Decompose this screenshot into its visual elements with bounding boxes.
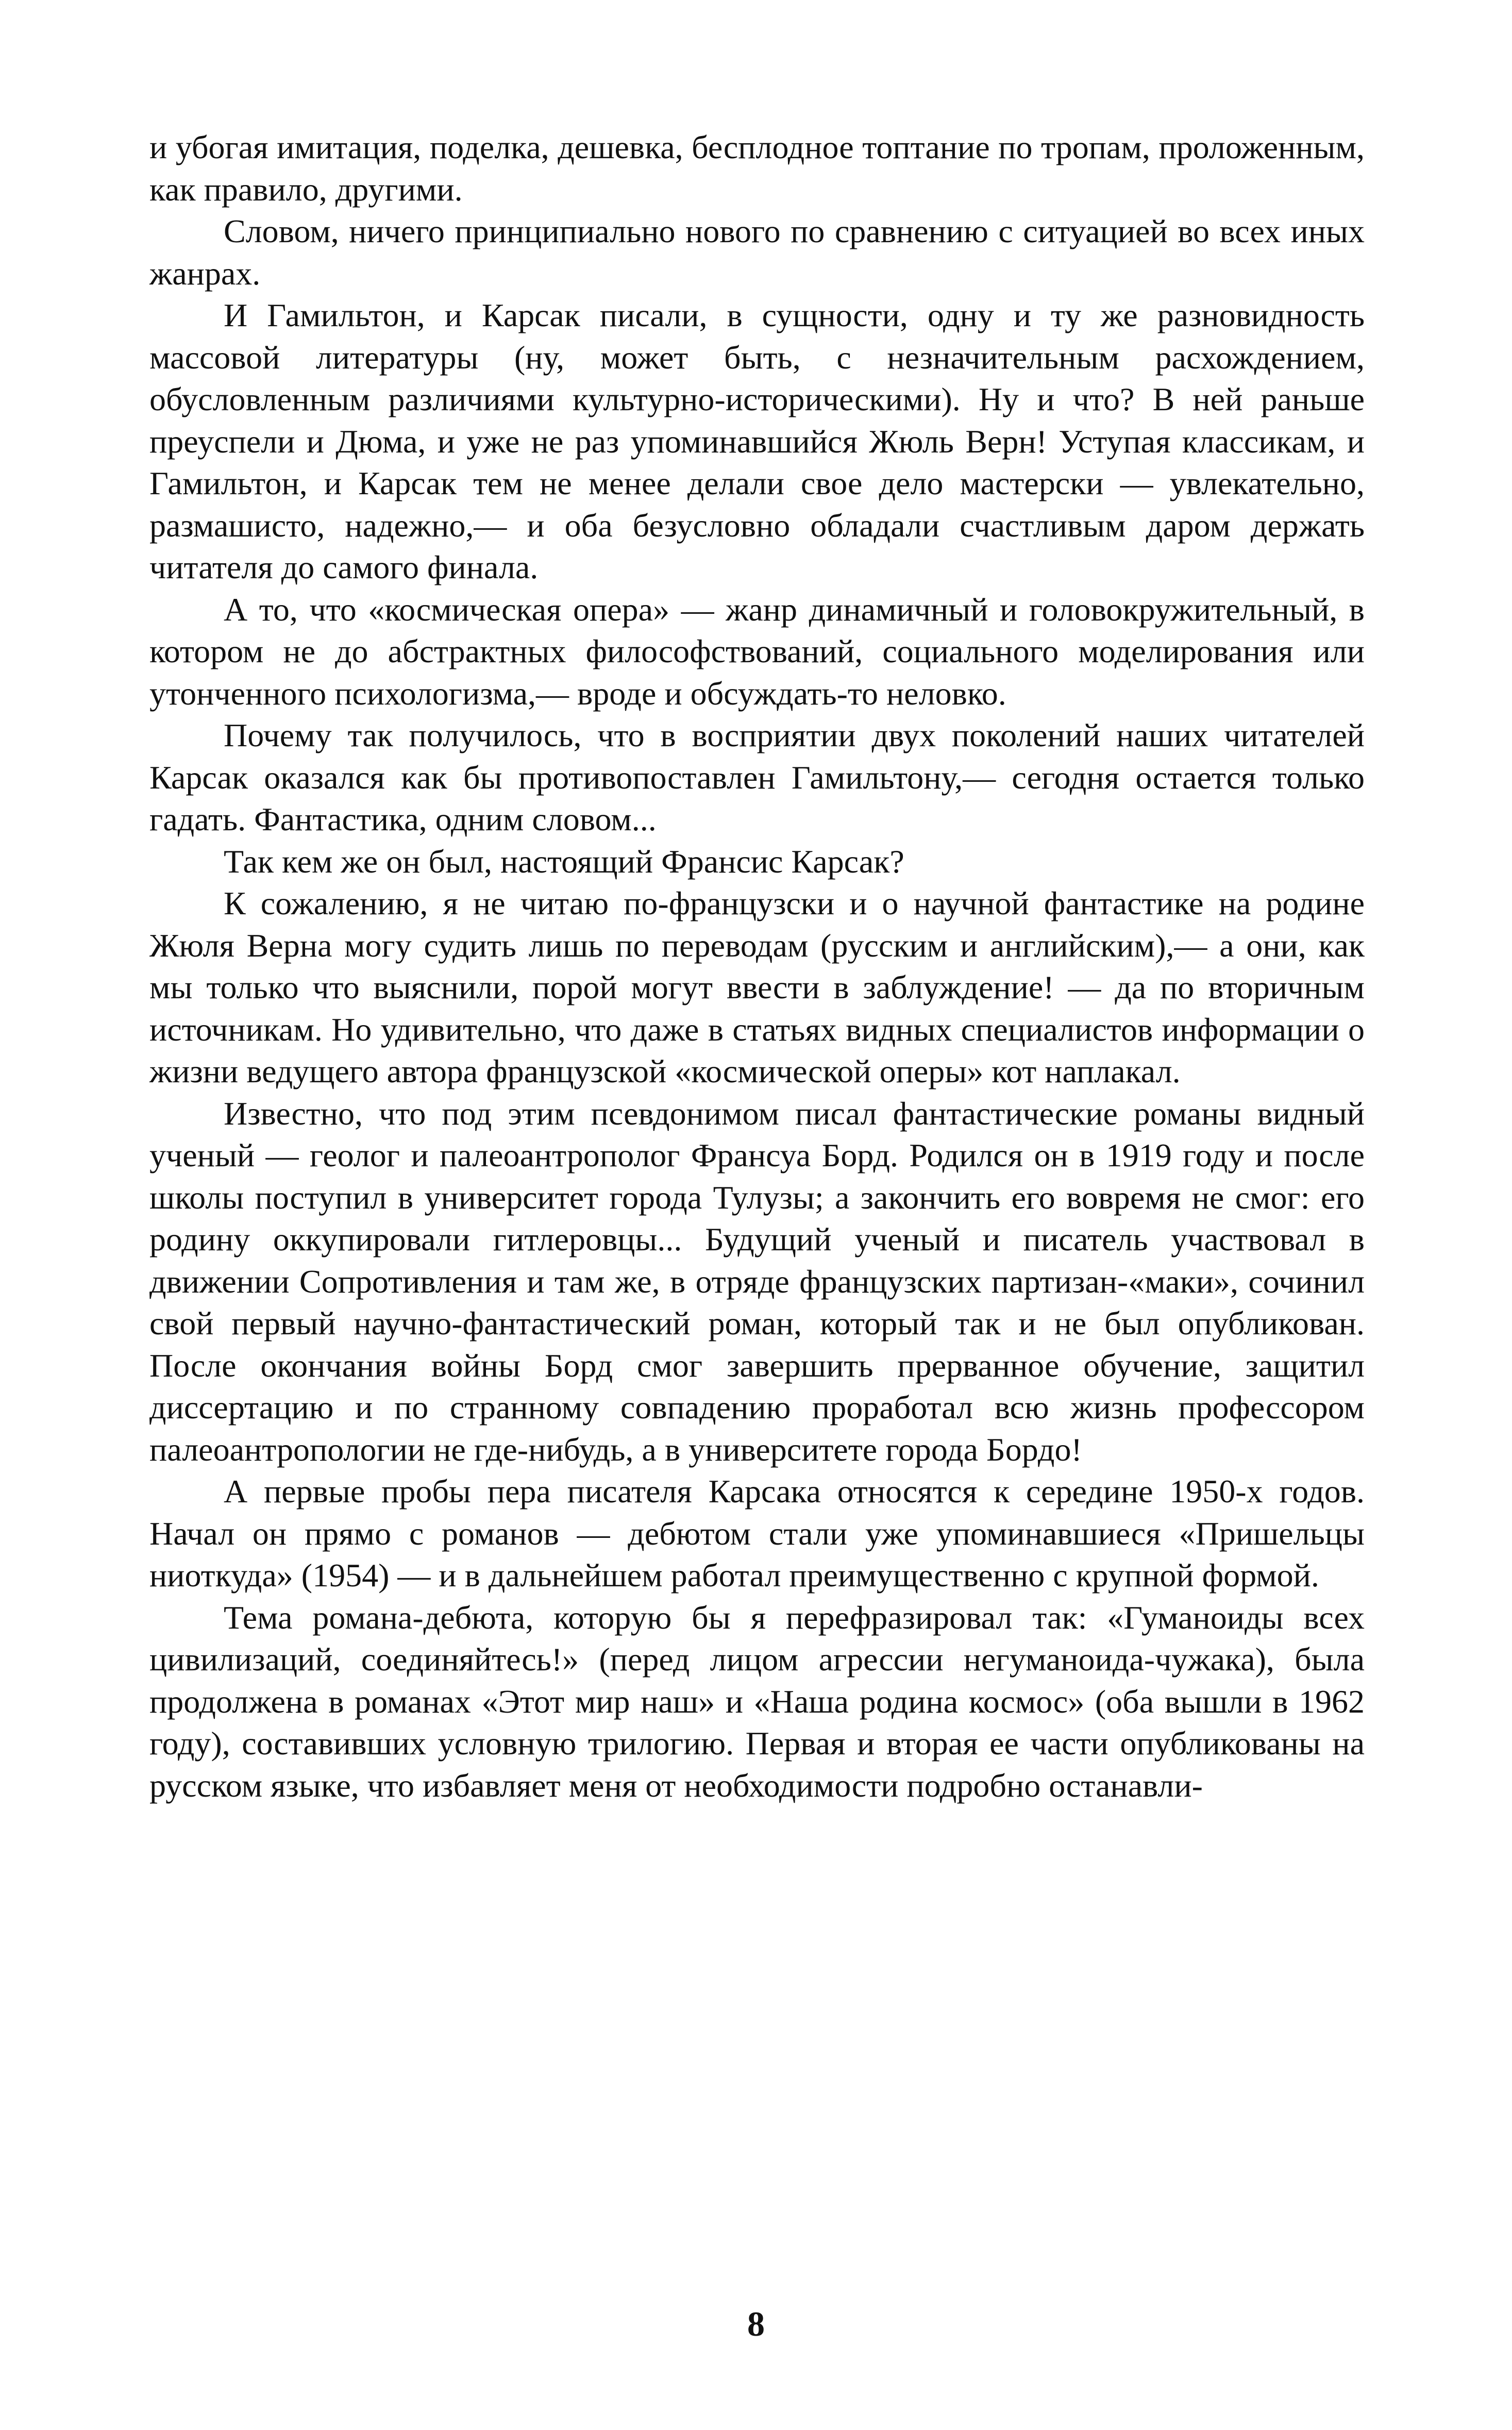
paragraph: Почему так получилось, что в восприятии двух поколений наших читателей Карсак оказался как бы противопоставлен Гамильтону,— сегодня остается только гадать. Фантастика, одним словом...	[149, 717, 1365, 837]
paragraph: И Гамильтон, и Карсак писали, в сущности, одну и ту же разновидность массовой литературы (ну, может быть, с незначительным расхождением, обусловленным различиями культурно-историческими). Ну и что? В ней раньше преуспели и Дюма, и уже не раз упоминавшийся Жюль Верн! Уступая классикам, и Гамильтон, и Карсак тем не менее делали свое дело мастерски — увлекательно, размашисто, надежно,— и оба безусловно обладали счастливым даром держать читателя до самого финала.	[149, 297, 1365, 585]
paragraph: К сожалению, я не читаю по-французски и о научной фантастике на родине Жюля Верна могу судить лишь по переводам (русским и английским),— а они, как мы только что выяснили, порой могут ввести в заблуждение! — да по вторичным источникам. Но удивительно, что даже в статьях видных специалистов информации о жизни ведущего автора французской «космической оперы» кот наплакал.	[149, 885, 1365, 1090]
paragraph: Словом, ничего принципиально нового по сравнению с ситуацией во всех иных жанрах.	[149, 213, 1365, 292]
paragraph: Известно, что под этим псевдонимом писал фантастические романы видный ученый — геолог и палеоантрополог Франсуа Борд. Родился он в 1919 году и после школы поступил в университет города Тулузы; а закончить его вовремя не смог: его родину оккупировали гитлеровцы... Будущий ученый и писатель участвовал в движении Сопротивления и там же, в отряде французских партизан-«маки», сочинил свой первый научно-фантастический роман, который так и не был опубликован. После окончания войны Борд смог завершить прерванное обучение, защитил диссертацию и по странному совпадению проработал всю жизнь профессором палеоантропологии не где-нибудь, а в университете города Бордо!	[149, 1095, 1365, 1468]
paragraph: и убогая имитация, поделка, дешевка, бесплодное топтание по тропам, проложенным, как правило, другими.	[149, 129, 1365, 208]
paragraph: Так кем же он был, настоящий Франсис Карсак?	[224, 843, 904, 880]
paragraph: Тема романа-дебюта, которую бы я перефразировал так: «Гуманоиды всех цивилизаций, соединяйтесь!» (перед лицом агрессии негуманоида-чужака), была продолжена в романах «Этот мир наш» и «Наша родина космос» (оба вышли в 1962 году), составивших условную трилогию. Первая и вторая ее части опубликованы на русском языке, что избавляет меня от необходимости подробно останавли-	[149, 1599, 1365, 1804]
page-body	[149, 126, 1365, 2342]
page-number: 8	[747, 2304, 765, 2343]
paragraph: А первые пробы пера писателя Карсака относятся к середине 1950-х годов. Начал он прямо с романов — дебютом стали уже упоминавшиеся «Пришельцы ниоткуда» (1954) — и в дальнейшем работал преимущественно с крупной формой.	[149, 1473, 1365, 1594]
paragraph: А то, что «космическая опера» — жанр динамичный и головокружительный, в котором не до абстрактных философствований, социального моделирования или утонченного психологизма,— вроде и обсуждать-то неловко.	[149, 591, 1365, 712]
